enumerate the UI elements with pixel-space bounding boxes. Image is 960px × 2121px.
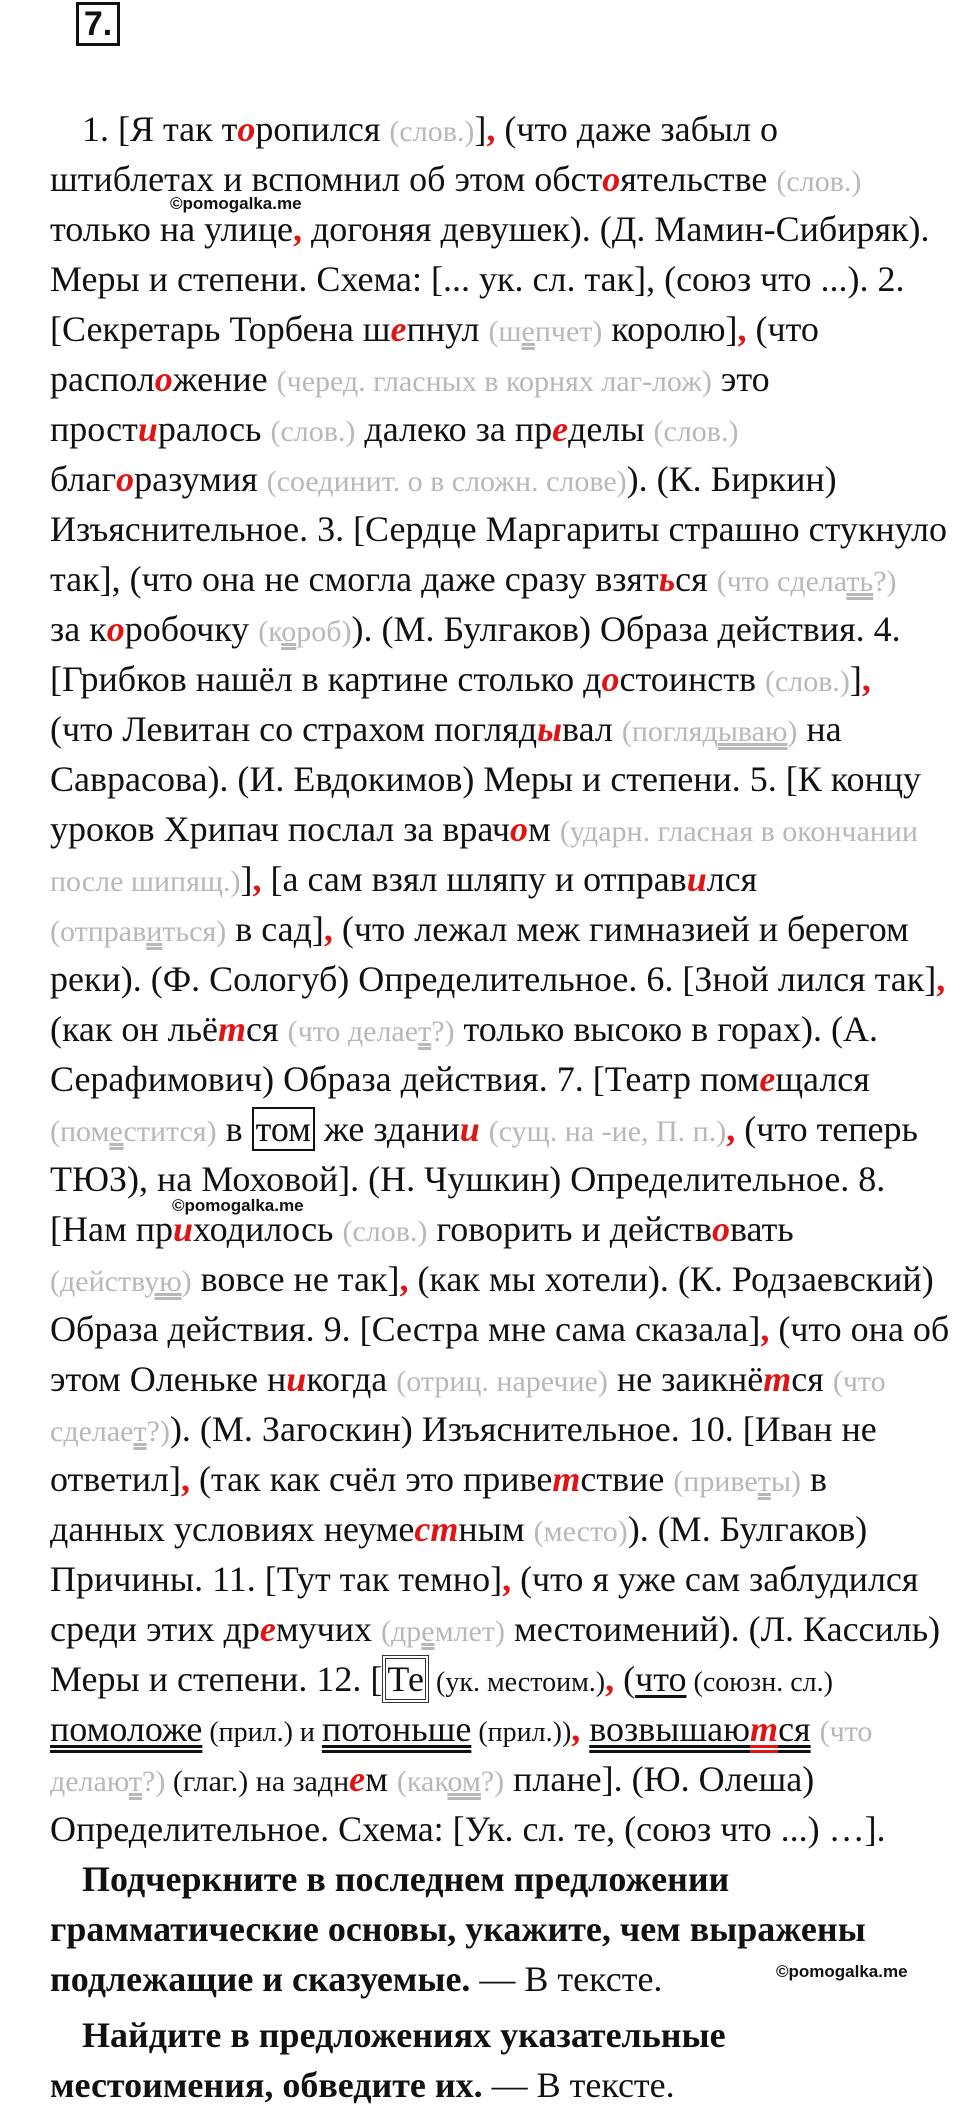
text-fragment: мучих — [275, 1609, 381, 1649]
text-fragment: ] — [849, 659, 862, 699]
text-fragment: ралось — [157, 409, 271, 449]
text-fragment: Саврасова). (И. Евдокимов) Меры и степени. 5. [К концу — [50, 759, 921, 799]
grey-note-letter: т — [133, 1415, 147, 1448]
question-text: Подчеркните в последнем предложении — [82, 1859, 730, 1899]
text-line — [50, 1354, 960, 1404]
grey-note-letter: и — [146, 915, 163, 948]
text-fragment: (так как счёл это приве — [189, 1459, 553, 1499]
text-fragment: (что — [746, 309, 819, 349]
text-fragment: прост — [50, 409, 138, 449]
text-fragment — [480, 1109, 489, 1149]
grey-note: (место) — [533, 1515, 628, 1548]
red-comma: , — [737, 309, 747, 349]
text-line — [50, 1704, 960, 1754]
grey-note: (слов.) — [270, 415, 356, 448]
grey-note: (что сдела — [716, 565, 847, 598]
predicate-word: помоложе — [50, 1709, 203, 1749]
text-fragment: далеко за пр — [355, 409, 553, 449]
highlighted-letter: ст — [414, 1509, 459, 1549]
question-line — [50, 2060, 960, 2110]
highlighted-letter: е — [552, 409, 569, 449]
text-fragment: вать — [730, 1209, 794, 1249]
question-line — [50, 1904, 960, 1954]
text-fragment: Образа действия. 9. [Сестра мне сама сказала] — [50, 1309, 761, 1349]
text-fragment: Причины. 11. [Тут так темно] — [50, 1559, 503, 1599]
grey-note-letter: т — [418, 1015, 432, 1048]
text-line — [50, 754, 960, 804]
predicate-word: ся — [778, 1709, 811, 1749]
grey-note: (действ — [50, 1265, 145, 1298]
text-line — [50, 254, 960, 304]
text-fragment: (что даже забыл о — [495, 109, 779, 149]
text-fragment: лся — [706, 859, 758, 899]
grey-note: (что делае — [287, 1015, 419, 1048]
text-line — [50, 1054, 960, 1104]
text-line — [50, 1304, 960, 1354]
text-fragment: (что я уже сам заблудился — [511, 1559, 919, 1599]
text-line — [50, 1654, 960, 1704]
question-text: местоимения, обведите их. — [50, 2065, 483, 2105]
text-line — [50, 954, 960, 1004]
grey-note: (пом — [50, 1115, 110, 1148]
text-fragment: данных условиях неуме — [50, 1509, 415, 1549]
grey-note: (погляд — [621, 715, 718, 748]
text-line — [50, 854, 960, 904]
answer-text: — В тексте. — [482, 2065, 675, 2105]
text-fragment: [а сам взял шляпу и отправ — [261, 859, 687, 899]
grey-note: (слов.) — [653, 415, 739, 448]
text-fragment — [811, 1709, 820, 1749]
text-fragment: [Секретарь Торбена ш — [50, 309, 391, 349]
red-comma: , — [760, 1309, 770, 1349]
text-fragment: Изъяснительное. 3. [Сердце Маргариты страшно стукнуло — [50, 509, 947, 549]
grey-note: роб) — [296, 615, 352, 648]
question-line — [50, 2010, 960, 2060]
watermark: ©pomogalka.me — [172, 1196, 304, 1215]
text-line — [50, 704, 960, 754]
highlighted-letter: ь — [658, 559, 676, 599]
highlighted-letter: и — [173, 1209, 194, 1249]
text-fragment: ). (М. Загоскин) Изъяснительное. 10. [Иван не — [169, 1409, 877, 1449]
red-comma: , — [252, 859, 262, 899]
highlighted-letter: т — [750, 1709, 779, 1749]
text-fragment: говорить и действ — [427, 1209, 712, 1249]
grey-note-letter: ую — [144, 1265, 182, 1298]
text-fragment: благ — [50, 459, 117, 499]
text-line — [50, 454, 960, 504]
question-line — [50, 1854, 960, 1904]
grey-note: (др — [380, 1615, 422, 1648]
highlighted-letter: и — [137, 409, 158, 449]
text-fragment: так], (что она не смогла даже сразу взят — [50, 559, 659, 599]
grey-note: млет) — [434, 1615, 505, 1648]
text-fragment: ). (К. Биркин) — [626, 459, 837, 499]
grammar-note: (прил.) и — [202, 1717, 322, 1748]
text-line — [50, 304, 960, 354]
text-fragment: плане]. (Ю. Олеша) — [504, 1759, 815, 1799]
text-fragment: же здани — [314, 1109, 460, 1149]
grey-note: (отправ — [50, 915, 147, 948]
text-line — [50, 354, 960, 404]
text-fragment: ] — [240, 859, 253, 899]
text-fragment: м — [365, 1759, 397, 1799]
text-fragment: (как мы хотели). (К. Родзаевский) — [408, 1259, 934, 1299]
text-fragment: на — [797, 709, 842, 749]
text-fragment: 1. [Я так т — [82, 109, 238, 149]
grey-note: (ш — [488, 315, 522, 348]
highlighted-letter: и — [686, 859, 707, 899]
text-fragment: [Грибков нашёл в картине столько д — [50, 659, 602, 699]
answer-text: — В тексте. — [470, 1959, 663, 1999]
grey-note: (что — [832, 1365, 886, 1398]
text-fragment: (что лежал меж гимназией и берегом — [332, 909, 909, 949]
grey-note-letter: ываю — [717, 715, 788, 748]
text-fragment: (глаг.) на задн — [165, 1765, 350, 1798]
text-line — [50, 404, 960, 454]
text-line — [50, 654, 960, 704]
highlighted-letter: е — [390, 309, 407, 349]
predicate-word: возвышаю — [589, 1709, 751, 1749]
text-fragment: в — [801, 1459, 827, 1499]
grey-note: (ударн. гласная в окончании — [559, 815, 918, 848]
grammar-note: (прил.)) — [471, 1717, 572, 1748]
text-line — [50, 804, 960, 854]
text-fragment: разумия — [134, 459, 267, 499]
text-fragment: реки). (Ф. Сологуб) Определительное. 6. [Зной лился так] — [50, 959, 937, 999]
text-fragment: ся — [675, 559, 717, 599]
text-line — [50, 1804, 960, 1854]
text-line — [50, 104, 960, 154]
text-line — [50, 1754, 960, 1804]
text-fragment: это — [711, 359, 770, 399]
red-comma: , — [292, 209, 302, 249]
highlighted-letter: и — [286, 1359, 307, 1399]
watermark: ©pomogalka.me — [776, 1962, 908, 1981]
task-number: 7. — [76, 2, 120, 46]
grey-note: ) — [181, 1265, 192, 1298]
red-comma: , — [399, 1259, 409, 1299]
text-fragment: когда — [306, 1359, 397, 1399]
text-fragment: местоимений). (Л. Кассиль) — [504, 1609, 941, 1649]
text-fragment: ходилось — [193, 1209, 343, 1249]
grey-note: ?) — [142, 1765, 166, 1798]
text-fragment: ятельстве — [620, 159, 777, 199]
highlighted-letter: о — [237, 109, 256, 149]
red-comma: , — [323, 909, 333, 949]
red-comma: , — [605, 1659, 615, 1699]
text-fragment: (что Левитан со страхом погляд — [50, 709, 538, 749]
red-comma: , — [502, 1559, 512, 1599]
highlighted-letter: о — [602, 159, 621, 199]
text-line — [50, 604, 960, 654]
grey-note: (сущ. на -ие, П. п.) — [488, 1115, 727, 1148]
text-fragment: Определительное. Схема: [Ук. сл. те, (союз что ...) …]. — [50, 1809, 886, 1849]
question-text: Найдите в предложениях указательные — [82, 2015, 726, 2055]
text-fragment: догоняя девушек). (Д. Мамин-Сибиряк). — [301, 209, 930, 249]
red-comma: , — [861, 659, 871, 699]
text-fragment: штиблетах и вспомнил об этом обст — [50, 159, 603, 199]
grammar-note: (союзн. сл.) — [686, 1667, 833, 1698]
grey-note: стится) — [123, 1115, 217, 1148]
answer-text — [50, 104, 960, 2110]
text-fragment: королю] — [602, 309, 738, 349]
grey-note-letter: т — [757, 1465, 771, 1498]
highlighted-letter: о — [712, 1209, 730, 1249]
grey-note: ?) — [873, 565, 897, 598]
highlighted-letter: е — [259, 1609, 276, 1649]
question-text: подлежащие и сказуемые. — [50, 1959, 471, 1999]
highlighted-letter: е — [759, 1059, 776, 1099]
grey-note-letter: е — [421, 1615, 435, 1648]
highlighted-letter: т — [552, 1459, 581, 1499]
grey-note: (что — [819, 1715, 873, 1748]
red-comma: , — [571, 1709, 581, 1749]
text-fragment: только высоко в горах). (А. — [454, 1009, 878, 1049]
text-line — [50, 554, 960, 604]
text-line — [50, 1554, 960, 1604]
text-line — [50, 1104, 960, 1154]
red-comma: , — [726, 1109, 736, 1149]
text-fragment: Меры и степени. Схема: [... ук. сл. так], (союз что ...). 2. — [50, 259, 905, 299]
text-fragment: (что теперь — [735, 1109, 918, 1149]
text-fragment: ся — [246, 1009, 288, 1049]
text-fragment: ным — [458, 1509, 534, 1549]
subject-word: что — [635, 1659, 687, 1699]
grey-note-letter: о — [281, 615, 297, 648]
grey-note-letter: ом — [447, 1765, 481, 1798]
text-fragment: за к — [50, 609, 107, 649]
boxed-pronoun: том — [252, 1107, 315, 1151]
text-line — [50, 504, 960, 554]
watermark: ©pomogalka.me — [170, 194, 302, 213]
highlighted-letter: ы — [537, 709, 563, 749]
text-fragment: (что она об — [769, 1309, 950, 1349]
question-text: грамматические основы, укажите, чем выражены — [50, 1909, 866, 1949]
text-fragment: Меры и степени. 12. [ — [50, 1659, 383, 1699]
grey-note: ться) — [162, 915, 227, 948]
grey-note: после шипящ.) — [50, 865, 241, 898]
text-fragment: этом Оленьке н — [50, 1359, 287, 1399]
highlighted-letter: о — [116, 459, 135, 499]
grey-note: ?) — [431, 1015, 455, 1048]
text-line — [50, 1004, 960, 1054]
grey-note: пчет) — [534, 315, 603, 348]
grey-note: (соединит. о в сложн. слове) — [266, 465, 627, 498]
highlighted-letter: и — [459, 1109, 480, 1149]
text-fragment: ТЮЗ), на Моховой]. (Н. Чушкин) Определительное. 8. — [50, 1159, 886, 1199]
text-fragment: ответил] — [50, 1459, 181, 1499]
text-fragment — [580, 1709, 589, 1749]
text-fragment: стоинств — [619, 659, 765, 699]
grey-note: ы) — [770, 1465, 801, 1498]
highlighted-letter: о — [510, 809, 529, 849]
text-line — [50, 1504, 960, 1554]
text-fragment: вовсе не так] — [191, 1259, 400, 1299]
grey-note-letter: ть — [846, 565, 874, 598]
grey-note: ?) — [146, 1415, 170, 1448]
text-line — [50, 1254, 960, 1304]
highlighted-letter: е — [349, 1759, 366, 1799]
text-fragment: только на улице — [50, 209, 293, 249]
text-fragment: щался — [775, 1059, 870, 1099]
highlighted-letter: т — [218, 1009, 247, 1049]
text-fragment: ( — [614, 1659, 636, 1699]
text-fragment: робочку — [124, 609, 259, 649]
grey-note: ?) — [480, 1765, 505, 1798]
grey-note: ) — [787, 715, 798, 748]
grey-note-letter: т — [128, 1765, 143, 1798]
text-line — [50, 1404, 960, 1454]
red-comma: , — [180, 1459, 190, 1499]
text-fragment: в — [216, 1109, 252, 1149]
text-fragment: ствие — [580, 1459, 674, 1499]
grey-note-letter: е — [521, 315, 535, 348]
predicate-word: потоньше — [321, 1709, 472, 1749]
grey-note: (слов.) — [776, 165, 862, 198]
grey-note: (к — [258, 615, 282, 648]
text-line — [50, 904, 960, 954]
text-fragment: ). (М. Булгаков) — [627, 1509, 868, 1549]
text-fragment: пнул — [406, 309, 489, 349]
text-fragment: [Нам пр — [50, 1209, 174, 1249]
red-comma: , — [936, 959, 946, 999]
grey-note: (приве — [673, 1465, 758, 1498]
text-fragment: не заикнё — [607, 1359, 764, 1399]
text-fragment: Серафимович) Образа действия. 7. [Театр пом — [50, 1059, 760, 1099]
grey-note: (черед. гласных в корнях лаг-лож) — [276, 365, 712, 398]
grey-note: делаю — [50, 1765, 129, 1798]
text-fragment: ). (М. Булгаков) Образа действия. 4. — [351, 609, 901, 649]
text-fragment: распол — [50, 359, 155, 399]
grammar-note: (ук. местоим.) — [429, 1667, 606, 1698]
text-fragment: среди этих др — [50, 1609, 260, 1649]
text-fragment: ся — [791, 1359, 833, 1399]
text-fragment: м — [528, 809, 560, 849]
grey-note: (слов.) — [764, 665, 850, 698]
text-fragment: ] — [474, 109, 487, 149]
highlighted-letter: о — [601, 659, 620, 699]
text-fragment: вал — [562, 709, 622, 749]
highlighted-letter: о — [154, 359, 173, 399]
text-fragment: (как он льё — [50, 1009, 219, 1049]
text-fragment: в сад] — [226, 909, 324, 949]
text-fragment: уроков Хрипач послал за врач — [50, 809, 511, 849]
subject-pronoun: Те — [382, 1655, 429, 1703]
grey-note: (отриц. наречие) — [396, 1365, 608, 1398]
grey-note-letter: е — [109, 1115, 124, 1148]
text-line — [50, 1604, 960, 1654]
text-fragment: ропился — [255, 109, 390, 149]
text-fragment: жение — [172, 359, 277, 399]
red-comma: , — [486, 109, 496, 149]
grey-note: (слов.) — [389, 115, 475, 148]
grey-note: (слов.) — [342, 1215, 428, 1248]
text-fragment: делы — [568, 409, 654, 449]
highlighted-letter: о — [106, 609, 125, 649]
text-line — [50, 1454, 960, 1504]
grey-note: (как — [396, 1765, 448, 1798]
highlighted-letter: т — [763, 1359, 792, 1399]
grey-note: сделае — [50, 1415, 134, 1448]
